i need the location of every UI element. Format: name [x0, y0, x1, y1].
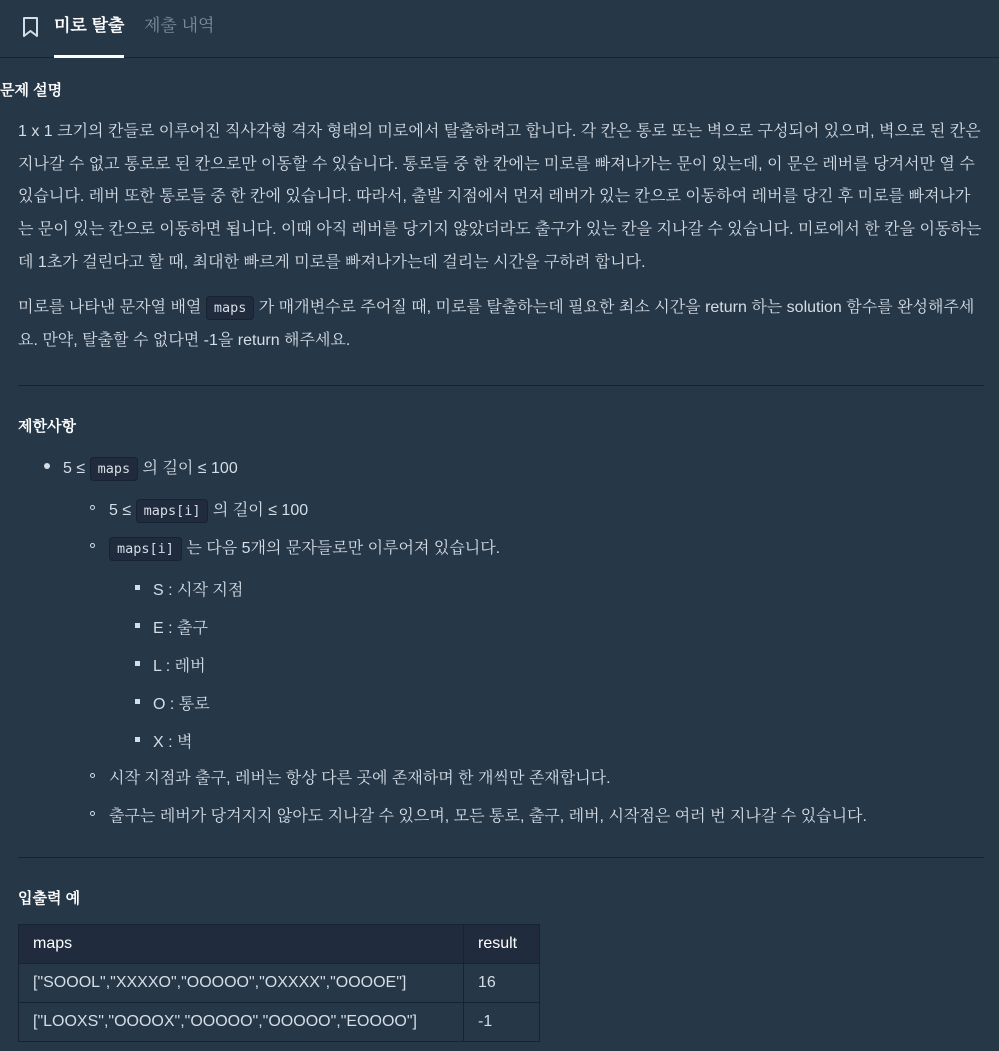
- tab-bar: [0, 0, 999, 58]
- bullet-square: [135, 737, 140, 742]
- divider: [18, 385, 984, 386]
- para2-text-before: 미로를 나타낸 문자열 배열: [18, 299, 206, 316]
- description-paragraph-2: [18, 292, 984, 357]
- tab-submissions[interactable]: 제출 내역: [144, 16, 215, 35]
- bullet-circle: [90, 505, 95, 510]
- column-header-maps: maps: [19, 925, 464, 964]
- table-header-row: [19, 925, 540, 964]
- examples-heading: 입출력 예: [18, 890, 81, 907]
- table-row: [19, 964, 540, 1003]
- bullet-circle: [90, 811, 95, 816]
- constraint-sub-1: [109, 497, 308, 520]
- cell-result: -1: [464, 1003, 540, 1042]
- char-item: E : 출구: [153, 620, 208, 637]
- constraint-item-1: [63, 455, 238, 478]
- constraint-sub-2-after: 는 다음 5개의 문자들로만 이루어져 있습니다.: [181, 540, 501, 557]
- constraint-sub-2: [109, 535, 500, 558]
- bullet-dot: [44, 463, 50, 469]
- char-item: S : 시작 지점: [153, 582, 244, 599]
- char-item: X : 벽: [153, 734, 193, 751]
- cell-result: 16: [464, 964, 540, 1003]
- bullet-square: [135, 623, 140, 628]
- description-heading: 문제 설명: [0, 82, 63, 99]
- constraints-heading: 제한사항: [18, 418, 76, 435]
- constraint-sub-3: 시작 지점과 출구, 레버는 항상 다른 곳에 존재하며 한 개씩만 존재합니다.: [109, 770, 611, 787]
- char-item: O : 통로: [153, 696, 210, 713]
- bullet-square: [135, 661, 140, 666]
- table-row: [19, 1003, 540, 1042]
- bullet-square: [135, 585, 140, 590]
- bullet-circle: [90, 543, 95, 548]
- examples-table: [18, 924, 540, 1042]
- para2-text-after: 가 매개변수로 주어질 때, 미로를 탈출하는데 필요한 최소 시간을 return 하는 solution 함수를 완성해주세요. 만약, 탈출할 수 없다면 -1을 return 해주세요.: [18, 299, 975, 349]
- bullet-circle: [90, 773, 95, 778]
- bullet-square: [135, 699, 140, 704]
- column-header-result: result: [464, 925, 540, 964]
- char-item: L : 레버: [153, 658, 206, 675]
- cell-maps: ["LOOXS","OOOOX","OOOOO","OOOOO","EOOOO"]: [19, 1003, 464, 1042]
- code-maps: maps: [206, 296, 255, 320]
- code-maps-i: maps[i]: [109, 537, 182, 561]
- constraint-sub-1-before: 5 ≤: [109, 502, 136, 519]
- divider: [18, 857, 984, 858]
- constraint-sub-1-after: 의 길이 ≤ 100: [208, 502, 309, 519]
- description-paragraph-1: 1 x 1 크기의 칸들로 이루어진 직사각형 격자 형태의 미로에서 탈출하려고 합니다. 각 칸은 통로 또는 벽으로 구성되어 있으며, 벽으로 된 칸은 지나갈 수 없고 통로로 된 칸으로만 이동할 수 있습니다. 통로들 중 한 칸에는 미로를 빠져나가는 문이 있는데, 이 문은 레버를 당겨서만 열 수 있습니다. 레버 또한 통로들 중 한 칸에 있습니다. 따라서, 출발 지점에서 먼저 레버가 있는 칸으로 이동하여 레버를 당긴 후 미로를 빠져나가는 문이 있는 칸으로 이동하면 됩니다. 이때 아직 레버를 당기지 않았더라도 출구가 있는 칸을 지나갈 수 있습니다. 미로에서 한 칸을 이동하는데 1초가 걸린다고 할 때, 최대한 빠르게 미로를 빠져나가는데 걸리는 시간을 구하려 합니다.: [18, 123, 982, 271]
- bookmark-icon[interactable]: [21, 16, 41, 38]
- cell-maps: ["SOOOL","XXXXO","OOOOO","OXXXX","OOOOE"]: [19, 964, 464, 1003]
- tab-problem[interactable]: 미로 탈출: [54, 14, 124, 40]
- constraint-item-1-before: 5 ≤: [63, 460, 90, 477]
- constraint-sub-4: 출구는 레버가 당겨지지 않아도 지나갈 수 있으며, 모든 통로, 출구, 레버, 시작점은 여러 번 지나갈 수 있습니다.: [109, 808, 867, 825]
- code-maps: maps: [90, 457, 139, 481]
- code-maps-i: maps[i]: [136, 499, 209, 523]
- constraint-item-1-after: 의 길이 ≤ 100: [138, 460, 238, 477]
